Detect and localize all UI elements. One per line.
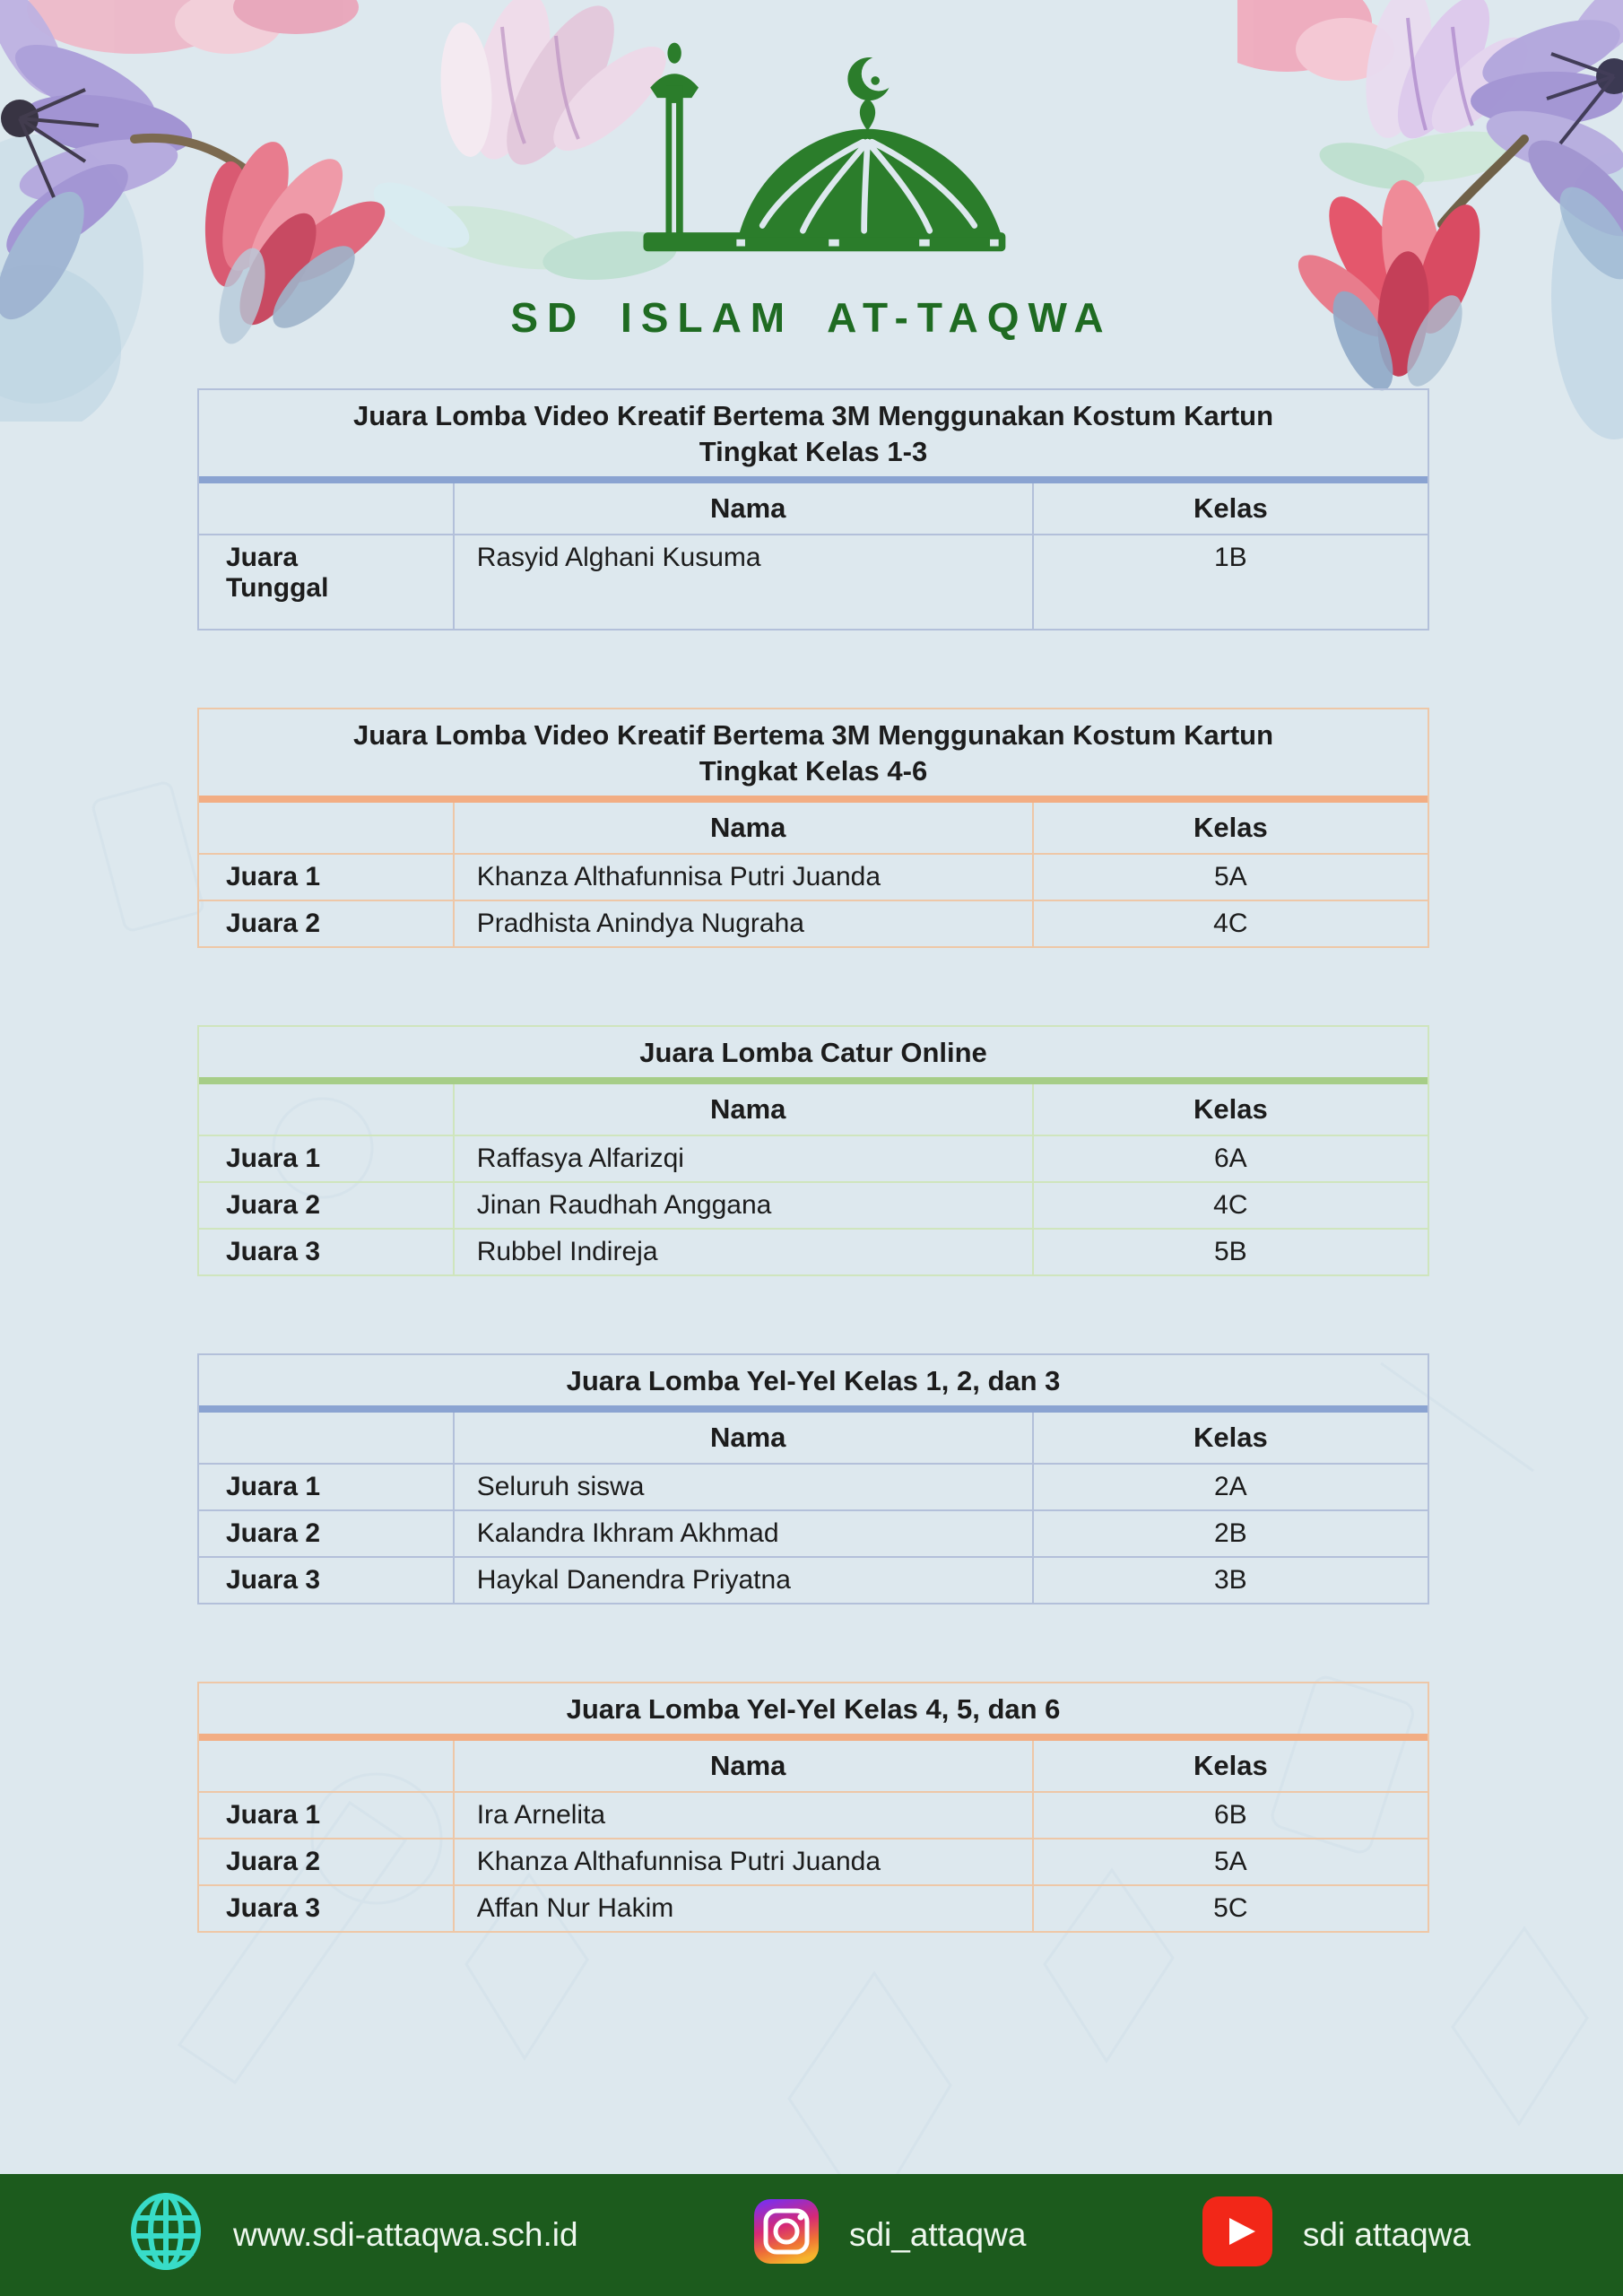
footer-bar [0, 2174, 1623, 2296]
class-cell: 5C [1213, 1893, 1248, 1923]
footer-website-link[interactable] [127, 2193, 578, 2278]
rank-cell: Juara 2 [199, 1511, 455, 1556]
header-nama-cell: Nama [455, 1741, 1034, 1791]
table-row [199, 855, 1428, 900]
name-cell: Raffasya Alfarizqi [455, 1136, 1034, 1181]
class-cell: 6B [1214, 1800, 1247, 1830]
class-cell: 2B [1214, 1518, 1247, 1548]
table-row [199, 1556, 1428, 1603]
table-title [199, 1683, 1428, 1734]
header-kelas-cell: Kelas [1193, 1422, 1268, 1453]
name-cell: Pradhista Anindya Nugraha [455, 901, 1034, 946]
table-title [199, 1027, 1428, 1077]
name-cell: Affan Nur Hakim [455, 1886, 1034, 1931]
name-cell: Rubbel Indireja [455, 1230, 1034, 1274]
table-row [199, 1884, 1428, 1931]
table-row [199, 1228, 1428, 1274]
table-title-line: Juara Lomba Video Kreatif Bertema 3M Menggunakan Kostum Kartun [352, 400, 1274, 431]
table-header-row [199, 1084, 1428, 1136]
header-nama-cell: Nama [455, 803, 1034, 853]
page-header [0, 0, 1623, 342]
class-cell: 3B [1214, 1565, 1247, 1595]
table-row [199, 1136, 1428, 1181]
table-header-row [199, 803, 1428, 855]
table-accent-bar [199, 1405, 1428, 1413]
table-row [199, 1838, 1428, 1884]
class-cell: 4C [1213, 909, 1248, 938]
youtube-handle: sdi attaqwa [1302, 2216, 1471, 2253]
header-nama-cell: Nama [455, 1084, 1034, 1135]
header-nama-cell: Nama [455, 1413, 1034, 1463]
table-title [199, 709, 1428, 796]
class-cell: 6A [1214, 1144, 1247, 1173]
name-cell: Jinan Raudhah Anggana [455, 1183, 1034, 1228]
rank-cell: Juara 1 [199, 1465, 455, 1509]
table-accent-bar [199, 1734, 1428, 1741]
table-title-line: Tingkat Kelas 1-3 [699, 436, 928, 467]
header-kelas-cell: Kelas [1193, 1093, 1268, 1125]
rank-cell: Juara 1 [199, 1136, 455, 1181]
table-title [199, 390, 1428, 476]
header-nama-cell: Nama [455, 483, 1034, 534]
instagram-handle: sdi_attaqwa [848, 2216, 1027, 2253]
class-cell: 4C [1213, 1190, 1248, 1220]
table-title-line: Juara Lomba Yel-Yel Kelas 4, 5, dan 6 [566, 1693, 1061, 1725]
award-tables [0, 388, 1623, 1933]
header-rank-cell [199, 483, 455, 534]
table-row [199, 900, 1428, 946]
website-url: www.sdi-attaqwa.sch.id [233, 2216, 578, 2253]
rank-cell: Juara 3 [199, 1886, 455, 1931]
name-cell: Kalandra Ikhram Akhmad [455, 1511, 1034, 1556]
table-row [199, 1793, 1428, 1838]
class-cell: 5A [1214, 862, 1247, 891]
table-row [199, 1509, 1428, 1556]
rank-cell: Juara 3 [199, 1230, 455, 1274]
rank-cell: Juara 3 [199, 1558, 455, 1603]
mosque-logo-icon [601, 34, 1022, 263]
table-row [199, 1181, 1428, 1228]
name-cell: Khanza Althafunnisa Putri Juanda [455, 855, 1034, 900]
header-rank-cell [199, 803, 455, 853]
footer-instagram-link[interactable] [752, 2197, 1026, 2274]
rank-cell: Juara 1 [199, 1793, 455, 1838]
table-header-row [199, 483, 1428, 535]
table-row [199, 535, 1428, 629]
footer-youtube-link[interactable] [1201, 2195, 1471, 2276]
rank-cell: Juara Tunggal [199, 535, 455, 629]
name-cell: Ira Arnelita [455, 1793, 1034, 1838]
class-cell: 5B [1214, 1237, 1247, 1266]
header-rank-cell [199, 1084, 455, 1135]
header-kelas-cell: Kelas [1193, 1750, 1268, 1781]
table-header-row [199, 1741, 1428, 1793]
table-title-line: Juara Lomba Video Kreatif Bertema 3M Menggunakan Kostum Kartun [352, 719, 1274, 751]
name-cell: Rasyid Alghani Kusuma [455, 535, 1034, 629]
school-name: SD ISLAM AT-TAQWA [510, 294, 1113, 341]
table-accent-bar [199, 1077, 1428, 1084]
class-cell: 2A [1214, 1472, 1247, 1501]
name-cell: Khanza Althafunnisa Putri Juanda [455, 1839, 1034, 1884]
table-video-kreatif-kelas-1-3 [197, 388, 1429, 631]
header-rank-cell [199, 1413, 455, 1463]
instagram-icon [752, 2197, 820, 2274]
class-cell: 5A [1214, 1847, 1247, 1876]
rank-cell: Juara 1 [199, 855, 455, 900]
table-title-line: Juara Lomba Catur Online [639, 1037, 987, 1068]
table-header-row [199, 1413, 1428, 1465]
name-cell: Seluruh siswa [455, 1465, 1034, 1509]
table-accent-bar [199, 476, 1428, 483]
table-title-line: Juara Lomba Yel-Yel Kelas 1, 2, dan 3 [566, 1365, 1061, 1396]
rank-cell: Juara 2 [199, 1839, 455, 1884]
youtube-icon [1201, 2195, 1274, 2276]
table-title-line: Tingkat Kelas 4-6 [699, 755, 928, 787]
rank-cell: Juara 2 [199, 1183, 455, 1228]
table-row [199, 1465, 1428, 1509]
header-rank-cell [199, 1741, 455, 1791]
table-yel-yel-kelas-1-2-3 [197, 1353, 1429, 1605]
name-cell: Haykal Danendra Priyatna [455, 1558, 1034, 1603]
table-title [199, 1355, 1428, 1405]
class-cell: 1B [1214, 543, 1247, 572]
table-accent-bar [199, 796, 1428, 803]
table-video-kreatif-kelas-4-6 [197, 708, 1429, 948]
globe-icon [127, 2193, 204, 2278]
table-catur-online [197, 1025, 1429, 1276]
rank-cell: Juara 2 [199, 901, 455, 946]
table-yel-yel-kelas-4-5-6 [197, 1682, 1429, 1933]
header-kelas-cell: Kelas [1193, 812, 1268, 843]
header-kelas-cell: Kelas [1193, 492, 1268, 524]
